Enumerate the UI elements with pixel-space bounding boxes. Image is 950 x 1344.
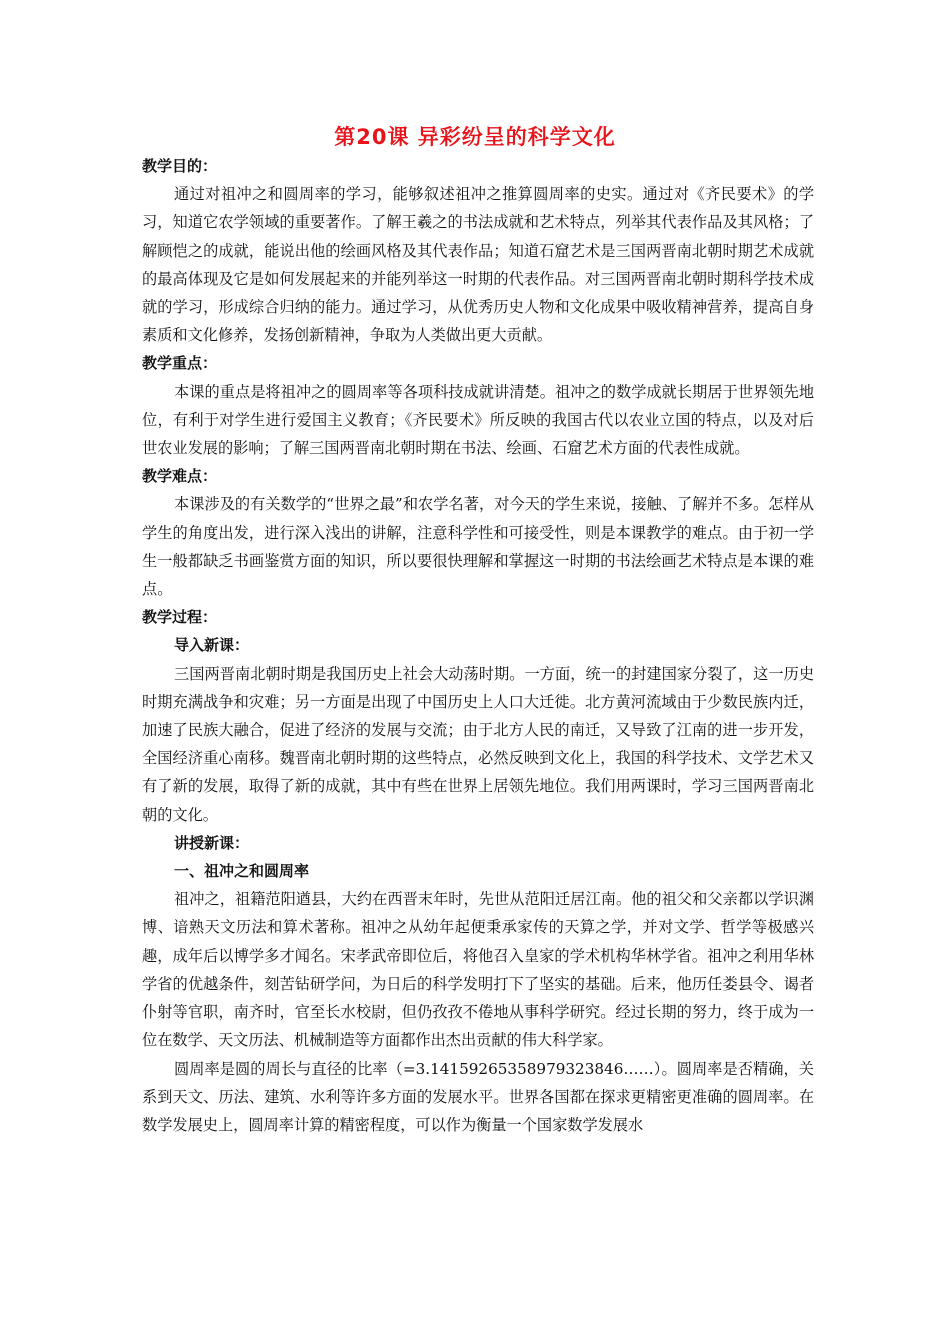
section1-heading: 一、祖冲之和圆周率	[174, 862, 310, 881]
process-heading: 教学过程：	[142, 608, 218, 627]
document-body	[142, 152, 814, 1139]
new-lesson-heading: 讲授新课：	[174, 833, 250, 852]
intro-paragraph: 三国两晋南北朝时期是我国历史上社会大动荡时期。一方面，统一的封建国家分裂了，这一历史时期充满战争和灾难；另一方面是出现了中国历史上人口大迁徙。北方黄河流域由于少数民族内迁，加速了民族大融合，促进了经济的发展与交流；由于北方人民的南迁，又导致了江南的进一步开发，全国经济重心南移。魏晋南北朝时期的这些特点，必然反映到文化上，我国的科学技术、文学艺术又有了新的发展，取得了新的成就，其中有些在世界上居领先地位。我们用两课时，学习三国两晋南北朝的文化。	[142, 664, 814, 824]
intro-heading: 导入新课：	[174, 636, 250, 655]
key-points-paragraph: 本课的重点是将祖冲之的圆周率等各项科技成就讲清楚。祖冲之的数学成就长期居于世界领先地位，有利于对学生进行爱国主义教育；《齐民要术》所反映的我国古代以农业立国的特点，以及对后世农业发展的影响；了解三国两晋南北朝时期在书法、绘画、石窟艺术方面的代表性成就。	[142, 382, 814, 458]
key-points-heading: 教学重点：	[142, 354, 218, 373]
objectives-paragraph: 通过对祖冲之和圆周率的学习，能够叙述祖冲之推算圆周率的史实。通过对《齐民要术》的学习，知道它农学领域的重要著作。了解王羲之的书法成就和艺术特点，列举其代表作品及其风格；了解顾恺之的成就，能说出他的绘画风格及其代表作品；知道石窟艺术是三国两晋南北朝时期艺术成就的最高体现及它是如何发展起来的并能列举这一时期的代表作品。对三国两晋南北朝时期科学技术成就的学习，形成综合归纳的能力。通过学习，从优秀历史人物和文化成果中吸收精神营养，提高自身素质和文化修养，发扬创新精神，争取为人类做出更大贡献。	[142, 185, 814, 345]
difficulties-paragraph: 本课涉及的有关数学的“世界之最”和农学名著，对今天的学生来说，接触、了解并不多。怎样从学生的角度出发，进行深入浅出的讲解，注意科学性和可接受性，则是本课教学的难点。由于初一学生一般都缺乏书画鉴赏方面的知识，所以要很快理解和掌握这一时期的书法绘画艺术特点是本课的难点。	[142, 495, 814, 599]
section1-paragraph-1: 祖冲之，祖籍范阳遒县，大约在西晋末年时，先世从范阳迁居江南。他的祖父和父亲都以学识渊博、谙熟天文历法和算术著称。祖冲之从幼年起便秉承家传的天算之学，并对文学、哲学等极感兴趣，成年后以博学多才闻名。宋孝武帝即位后，将他召入皇家的学术机构华林学省。祖冲之利用华林学省的优越条件，刻苦钻研学问，为日后的科学发明打下了坚实的基础。后来，他历任娄县令、谒者仆射等官职，南齐时，官至长水校尉，但仍孜孜不倦地从事科学研究。经过长期的努力，终于成为一位在数学、天文历法、机械制造等方面都作出杰出贡献的伟大科学家。	[142, 890, 814, 1050]
objectives-heading: 教学目的：	[142, 157, 218, 175]
difficulties-heading: 教学难点：	[142, 467, 218, 486]
section1-paragraph-2: 圆周率是圆的周长与直径的比率（=3.14159265358979323846……）。圆周率是否精确，关系到天文、历法、建筑、水利等许多方面的发展水平。世界各国都在探求更精密更准确的圆周率。在数学发展史上，圆周率计算的精密程度，可以作为衡量一个国家数学发展水	[142, 1059, 814, 1134]
page-title: 第20课 异彩纷呈的科学文化	[334, 125, 616, 149]
